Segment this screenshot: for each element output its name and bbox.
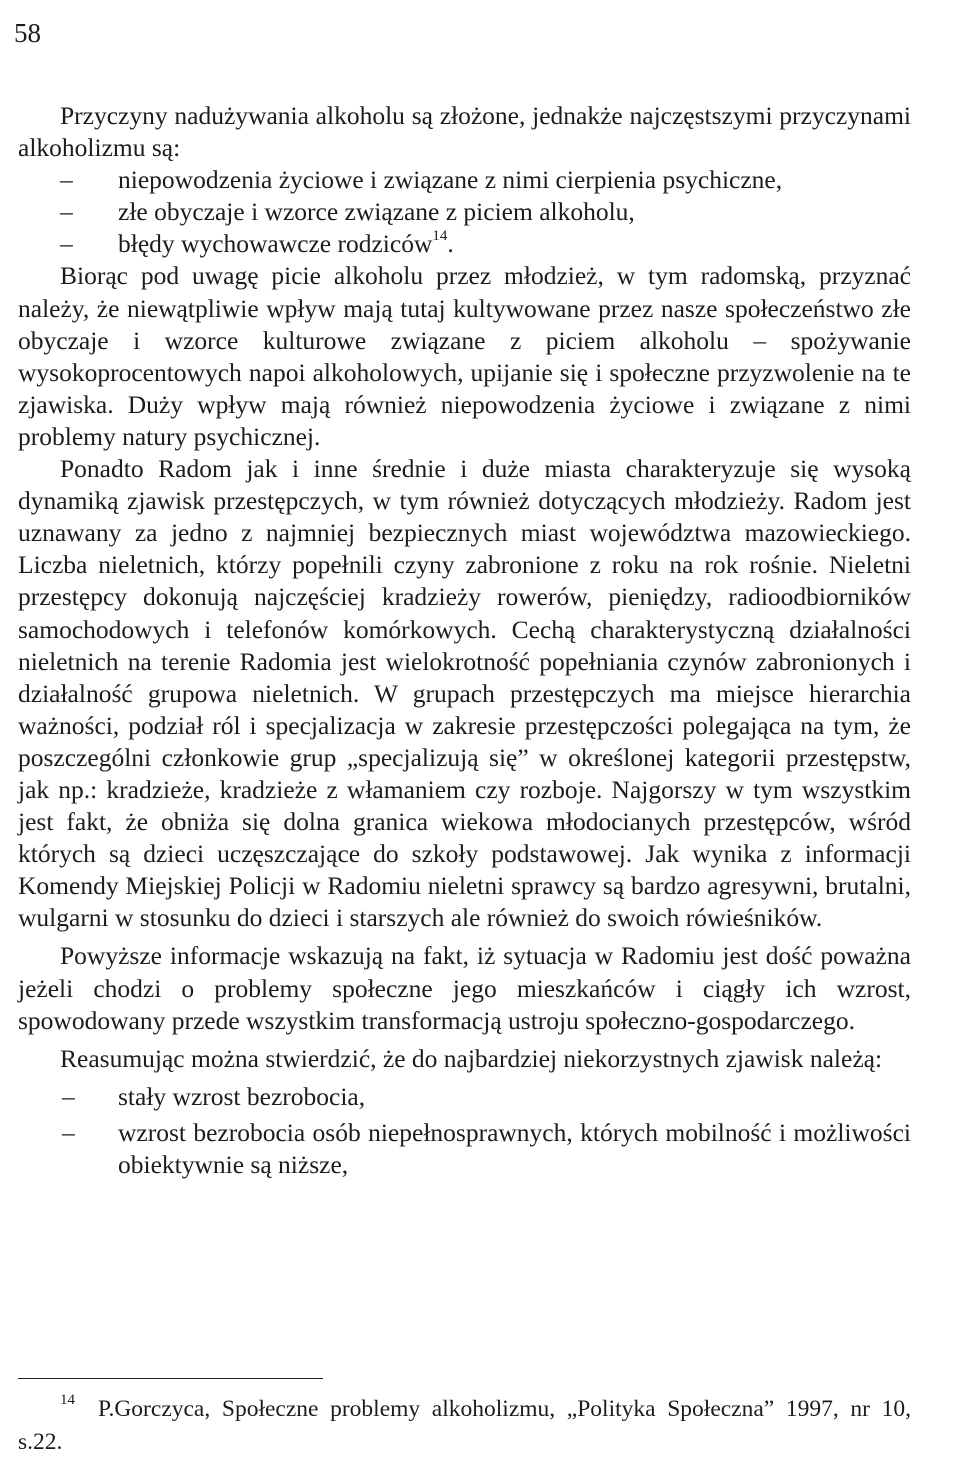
- footnote-reference: 14: [432, 228, 448, 245]
- footnote: $^{14}$ P.Gorczyca, Społeczne problemy alkoholizmu, „Polityka Społeczna” 1997, nr 10, s.22.: [18, 1392, 911, 1455]
- list-item: [18, 1117, 911, 1181]
- list-item: [18, 1081, 911, 1113]
- list-dash: –: [60, 197, 73, 227]
- footnote-text: P.Gorczyca, Społeczne problemy alkoholizmu, „Polityka Społeczna” 1997, nr 10, s.22.: [18, 1396, 911, 1455]
- main-text: [18, 100, 911, 1181]
- list-item-text: błędy wychowawcze rodziców: [118, 229, 433, 259]
- list-dash: –: [60, 165, 73, 195]
- paragraph-summary: Reasumując można stwierdzić, że do najbardziej niekorzystnych zjawisk należą:: [60, 1043, 883, 1073]
- list-item: [18, 196, 911, 228]
- footnote-separator: [18, 1378, 323, 1379]
- causes-list: [18, 164, 911, 260]
- list-item: [18, 164, 911, 196]
- list-dash: –: [60, 229, 73, 259]
- list-dash: –: [62, 1081, 75, 1111]
- list-item: [18, 228, 911, 260]
- list-item-text: wzrost bezrobocia osób niepełnosprawnych, których mobilność i możliwości obiektywnie są niższe,: [118, 1117, 911, 1179]
- list-item-text: stały wzrost bezrobocia,: [118, 1081, 366, 1111]
- list-item-text: niepowodzenia życiowe i związane z nimi cierpienia psychiczne,: [118, 165, 783, 195]
- paragraph-causes: Przyczyny nadużywania alkoholu są złożone, jednakże najczęstszymi przyczynami alkoholizmu są:: [18, 101, 911, 163]
- list-item-text: złe obyczaje i wzorce związane z piciem alkoholu,: [118, 197, 635, 227]
- list-dash: –: [62, 1117, 75, 1147]
- phenomena-list: [18, 1081, 911, 1181]
- list-end-period: .: [447, 229, 454, 259]
- paragraph-situation: Powyższe informacje wskazują na fakt, iż sytuacja w Radomiu jest dość poważna jeżeli chodzi o problemy społeczne jego mieszkańców i ciągły ich wzrost, spowodowany przede wszystkim transformacją ustroju społeczno-gospodarczego.: [18, 941, 911, 1035]
- paragraph-crime: Ponadto Radom jak i inne średnie i duże miasta charakteryzuje się wysoką dynamiką zjawisk przestępczych, w tym również dotyczących młodzieży. Radom jest uznawany za jedno z najmniej bezpiecznych miast województwa mazowieckiego. Liczba nieletnich, którzy popełnili czyny zabronione z roku na rok rośnie. Nieletni przestępcy dokonują najczęściej kradzieży rowerów, pieniędzy, radioodbiorników samochodowych i telefonów komórkowych. Cechą charakterystyczną działalności nieletnich na terenie Radomia jest wielokrotność popełniania czynów zabronionych i działalność grupowa nieletnich. W grupach przestępczych ma miejsce hierarchia ważności, podział ról i specjalizacja w zakresie przestępczości polegająca na tym, że poszczególni członkowie grup „specjalizują się” w określonej kategorii przestępstw, jak np.: kradzieże, kradzieże z włamaniem czy rozboje. Najgorszy w tym wszystkim jest fakt, że obniża się dolna granica wiekowa młodocianych przestępców, wśród których są dzieci uczęszczające do szkoły podstawowej. Jak wynika z informacji Komendy Miejskiej Policji w Radomiu nieletni sprawcy są bardzo agresywni, brutalni, wulgarni w stosunku do dzieci i starszych ale również do swoich rówieśników.: [18, 454, 911, 933]
- page-number: 58: [14, 18, 41, 48]
- paragraph-youth-alcohol: Biorąc pod uwagę picie alkoholu przez młodzież, w tym radomską, przyznać należy, że niewątpliwie wpływ mają tutaj kultywowane przez nasze społeczeństwo złe obyczaje i wzorce kulturowe związane z piciem alkoholu – spożywanie wysokoprocentowych napoi alkoholowych, upijanie się i społeczne przyzwolenie na te zjawiska. Duży wpływ mają również niepowodzenia życiowe i związane z nimi problemy natury psychicznej.: [18, 261, 911, 451]
